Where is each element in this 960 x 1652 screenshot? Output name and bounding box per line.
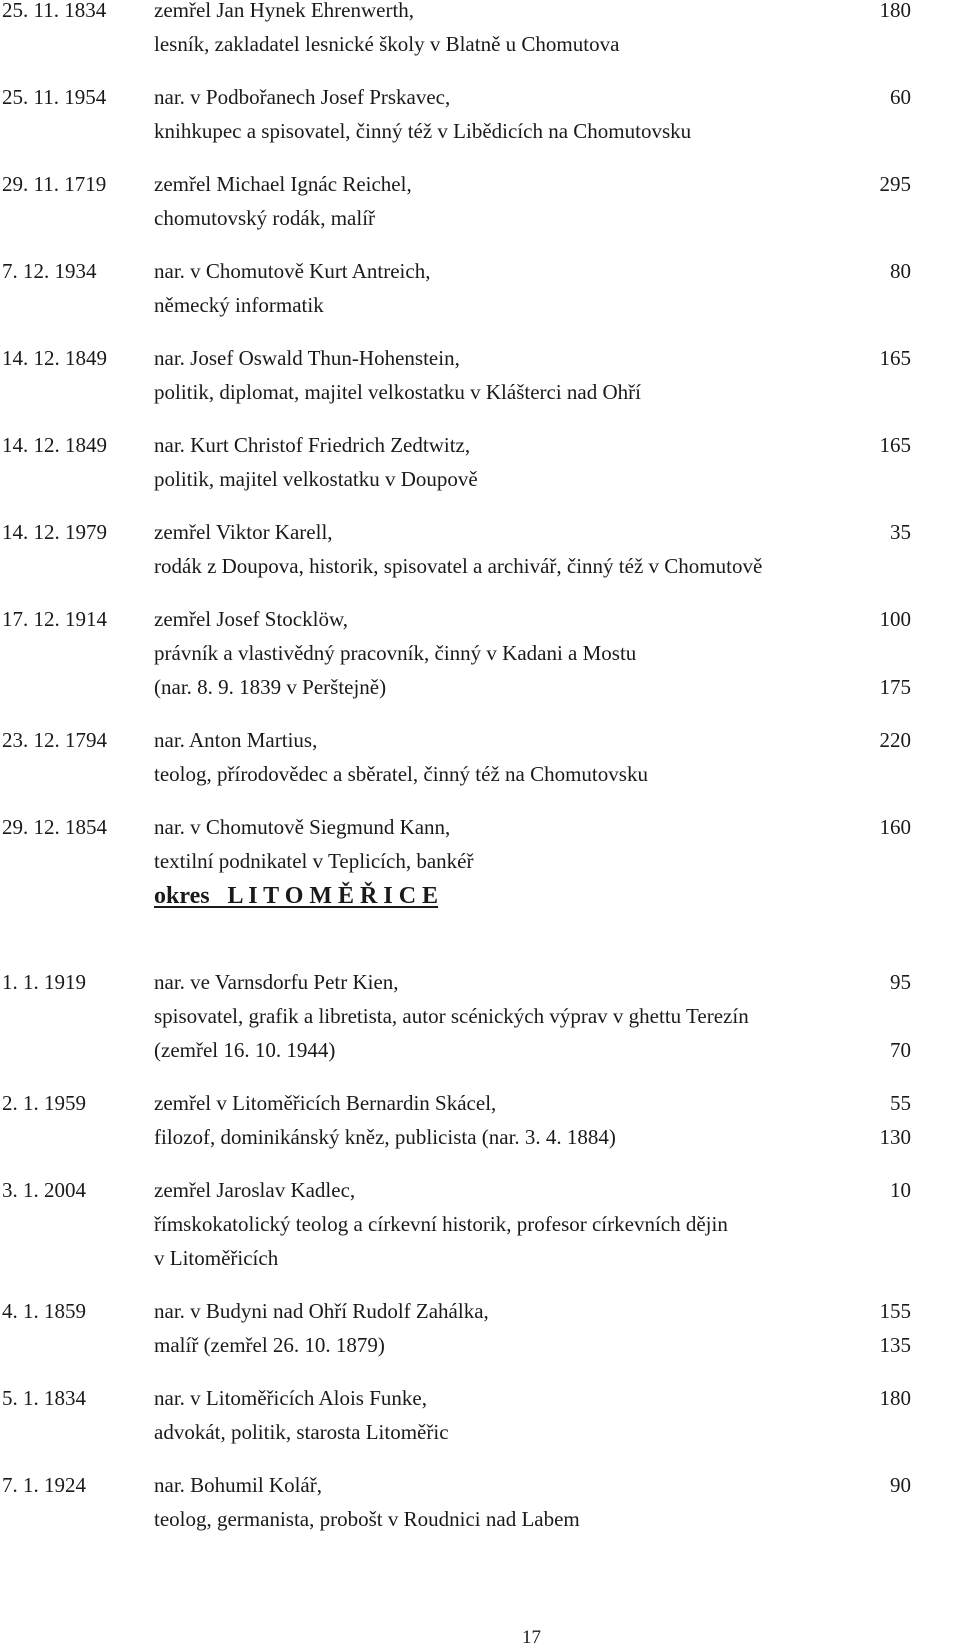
entry-number: 100 [879, 607, 911, 631]
entry-text: nar. Bohumil Kolář, [154, 1473, 322, 1497]
entry-text: nar. Josef Oswald Thun-Hohenstein, [154, 346, 460, 370]
entry-number: 135 [879, 1333, 911, 1357]
entry-date: 1. 1. 1919 [2, 970, 86, 994]
entry-number: 70 [890, 1038, 911, 1062]
entry-date: 7. 12. 1934 [2, 259, 97, 283]
entry-text: nar. v Chomutově Siegmund Kann, [154, 815, 451, 839]
entry-text: (zemřel 16. 10. 1944) [154, 1038, 336, 1062]
entry-text: římskokatolický teolog a církevní historik, profesor církevních dějin [154, 1212, 728, 1236]
entry-number: 95 [890, 970, 911, 994]
entry-text: nar. v Budyni nad Ohří Rudolf Zahálka, [154, 1299, 489, 1323]
entry-text: textilní podnikatel v Teplicích, bankéř [154, 849, 474, 873]
entry-text: zemřel Michael Ignác Reichel, [154, 172, 412, 196]
entry-date: 7. 1. 1924 [2, 1473, 86, 1497]
entry-number: 80 [890, 259, 911, 283]
entry-date: 25. 11. 1834 [2, 0, 107, 22]
entry-date: 2. 1. 1959 [2, 1091, 86, 1115]
entry-text: teolog, germanista, probošt v Roudnici nad Labem [154, 1507, 580, 1531]
entry-text: nar. v Litoměřicích Alois Funke, [154, 1386, 427, 1410]
entry-number: 10 [890, 1178, 911, 1202]
entry-date: 23. 12. 1794 [2, 728, 107, 752]
entry-number: 130 [879, 1125, 911, 1149]
entry-number: 295 [879, 172, 911, 196]
entry-text: zemřel Jan Hynek Ehrenwerth, [154, 0, 415, 22]
entry-date: 14. 12. 1849 [2, 346, 107, 370]
entry-text: politik, diplomat, majitel velkostatku v Klášterci nad Ohří [154, 380, 641, 404]
entry-number: 155 [879, 1299, 911, 1323]
entry-text: zemřel Viktor Karell, [154, 520, 333, 544]
entry-text: zemřel Jaroslav Kadlec, [154, 1178, 356, 1202]
entry-number: 90 [890, 1473, 911, 1497]
entry-text: v Litoměřicích [154, 1246, 279, 1270]
entry-date: 17. 12. 1914 [2, 607, 107, 631]
entry-date: 14. 12. 1979 [2, 520, 107, 544]
entry-number: 60 [890, 85, 911, 109]
entry-text: nar. ve Varnsdorfu Petr Kien, [154, 970, 399, 994]
entry-number: 220 [879, 728, 911, 752]
entry-text: advokát, politik, starosta Litoměřic [154, 1420, 449, 1444]
entry-number: 160 [879, 815, 911, 839]
entry-text: zemřel v Litoměřicích Bernardin Skácel, [154, 1091, 497, 1115]
entry-text: politik, majitel velkostatku v Doupově [154, 467, 478, 491]
entry-date: 14. 12. 1849 [2, 433, 107, 457]
entry-text: nar. v Podbořanech Josef Prskavec, [154, 85, 451, 109]
entry-text: zemřel Josef Stocklöw, [154, 607, 349, 631]
entry-date: 3. 1. 2004 [2, 1178, 86, 1202]
entry-number: 55 [890, 1091, 911, 1115]
entry-text: spisovatel, grafik a libretista, autor scénických výprav v ghettu Terezín [154, 1004, 749, 1028]
entry-text: nar. Kurt Christof Friedrich Zedtwitz, [154, 433, 471, 457]
entry-text: (nar. 8. 9. 1839 v Perštejně) [154, 675, 387, 699]
entry-text: právník a vlastivědný pracovník, činný v Kadani a Mostu [154, 641, 637, 665]
entry-number: 165 [879, 346, 911, 370]
entry-text: nar. Anton Martius, [154, 728, 318, 752]
entry-text: německý informatik [154, 293, 324, 317]
entry-date: 4. 1. 1859 [2, 1299, 86, 1323]
entry-date: 29. 11. 1719 [2, 172, 107, 196]
entry-text: rodák z Doupova, historik, spisovatel a archivář, činný též v Chomutově [154, 554, 763, 578]
entry-text: teolog, přírodovědec a sběratel, činný též na Chomutovsku [154, 762, 648, 786]
entry-number: 180 [879, 0, 911, 22]
entry-date: 5. 1. 1834 [2, 1386, 86, 1410]
entry-text: malíř (zemřel 26. 10. 1879) [154, 1333, 385, 1357]
entry-date: 25. 11. 1954 [2, 85, 107, 109]
entry-text: knihkupec a spisovatel, činný též v Libědicích na Chomutovsku [154, 119, 692, 143]
entry-number: 165 [879, 433, 911, 457]
entry-number: 35 [890, 520, 911, 544]
section-heading: okres L I T O M Ě Ř I C E [154, 883, 439, 909]
entry-number: 180 [879, 1386, 911, 1410]
entry-number: 175 [879, 675, 911, 699]
page-number: 17 [522, 1627, 541, 1648]
entry-text: filozof, dominikánský kněz, publicista (nar. 3. 4. 1884) [154, 1125, 616, 1149]
entry-text: chomutovský rodák, malíř [154, 206, 376, 230]
entry-text: lesník, zakladatel lesnické školy v Blatně u Chomutova [154, 32, 620, 56]
entry-text: nar. v Chomutově Kurt Antreich, [154, 259, 431, 283]
entry-date: 29. 12. 1854 [2, 815, 107, 839]
